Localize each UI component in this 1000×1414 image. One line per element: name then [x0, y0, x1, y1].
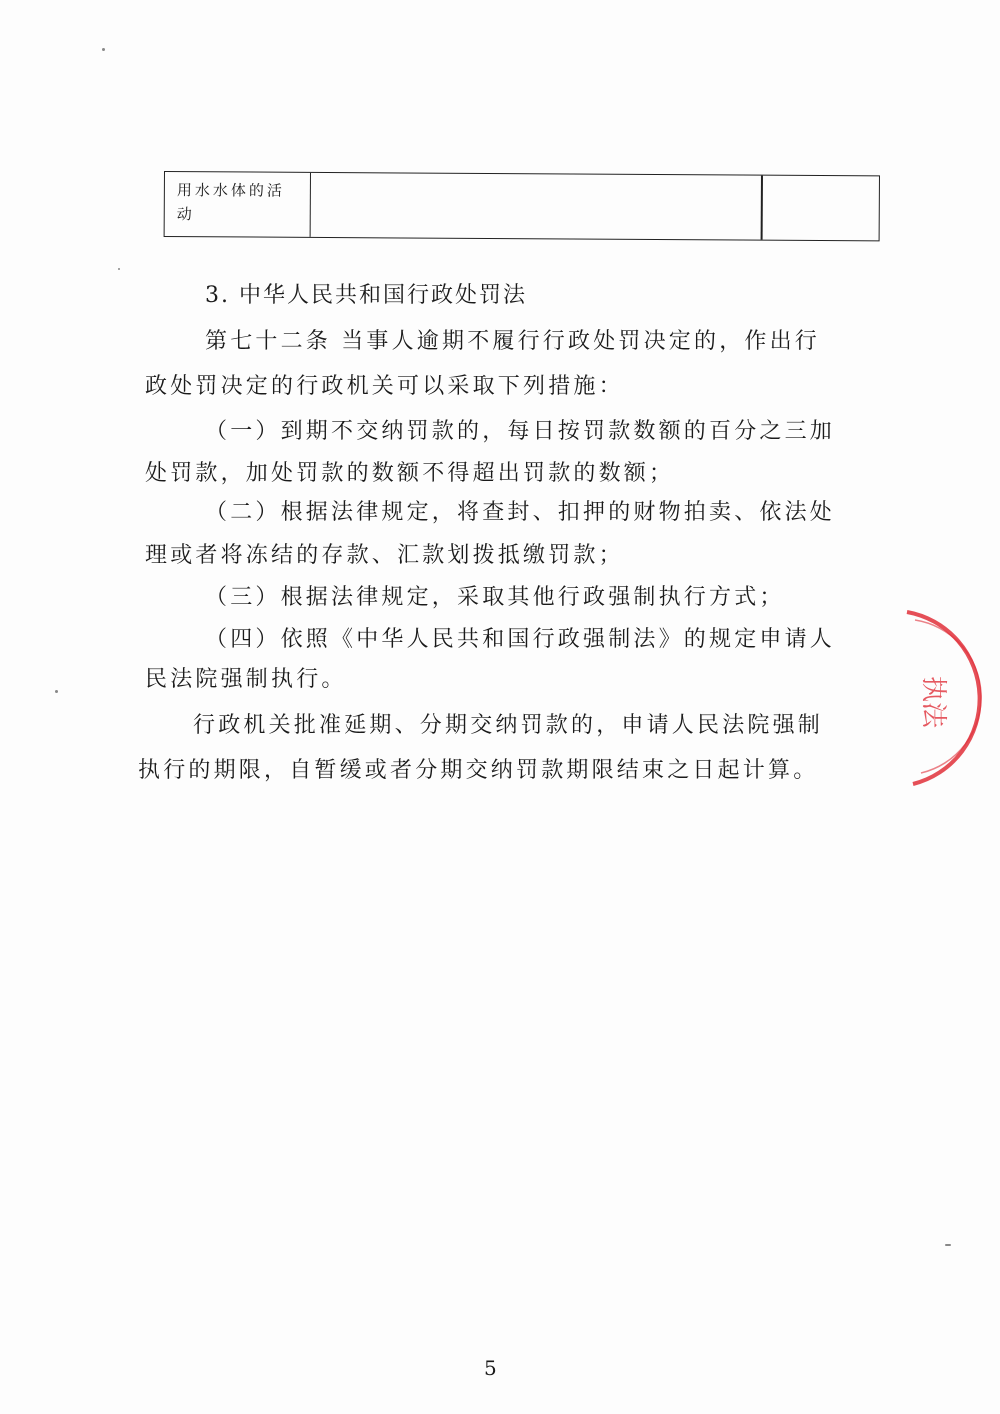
paragraph-line: （三）根据法律规定，采取其他行政强制执行方式； — [205, 585, 785, 610]
paragraph-line: 处罚款，加处罚款的数额不得超出罚款的数额； — [145, 461, 675, 486]
svg-text:执法: 执法 — [918, 676, 948, 729]
scan-speck — [55, 690, 58, 693]
paragraph-line: 理或者将冻结的存款、汇款划拨抵缴罚款； — [145, 543, 624, 568]
section-heading: 3. 中华人民共和国行政处罚法 — [205, 283, 527, 308]
table-fragment — [164, 171, 880, 241]
paragraph-line: （二）根据法律规定，将查封、扣押的财物拍卖、依法处 — [205, 500, 836, 525]
page-number: 5 — [484, 1356, 497, 1380]
table-cell-activity: 用水水体的活动 — [165, 172, 311, 237]
scan-speck — [102, 48, 105, 51]
paragraph-line: （一）到期不交纳罚款的，每日按罚款数额的百分之三加 — [205, 419, 836, 444]
paragraph-line: 第七十二条 当事人逾期不履行行政处罚决定的，作出行 — [205, 329, 820, 354]
scan-speck — [118, 268, 120, 270]
table-column-divider — [761, 176, 763, 240]
paragraph-line: （四）依照《中华人民共和国行政强制法》的规定申请人 — [205, 627, 836, 652]
paragraph-line: 行政机关批准延期、分期交纳罚款的，申请人民法院强制 — [193, 713, 824, 738]
scan-speck — [945, 1244, 951, 1246]
paragraph-line: 政处罚决定的行政机关可以采取下列措施： — [145, 374, 624, 399]
official-seal-icon — [895, 608, 1000, 788]
paragraph-line: 民法院强制执行。 — [145, 667, 347, 692]
paragraph-line: 执行的期限，自暂缓或者分期交纳罚款期限结束之日起计算。 — [138, 758, 819, 783]
